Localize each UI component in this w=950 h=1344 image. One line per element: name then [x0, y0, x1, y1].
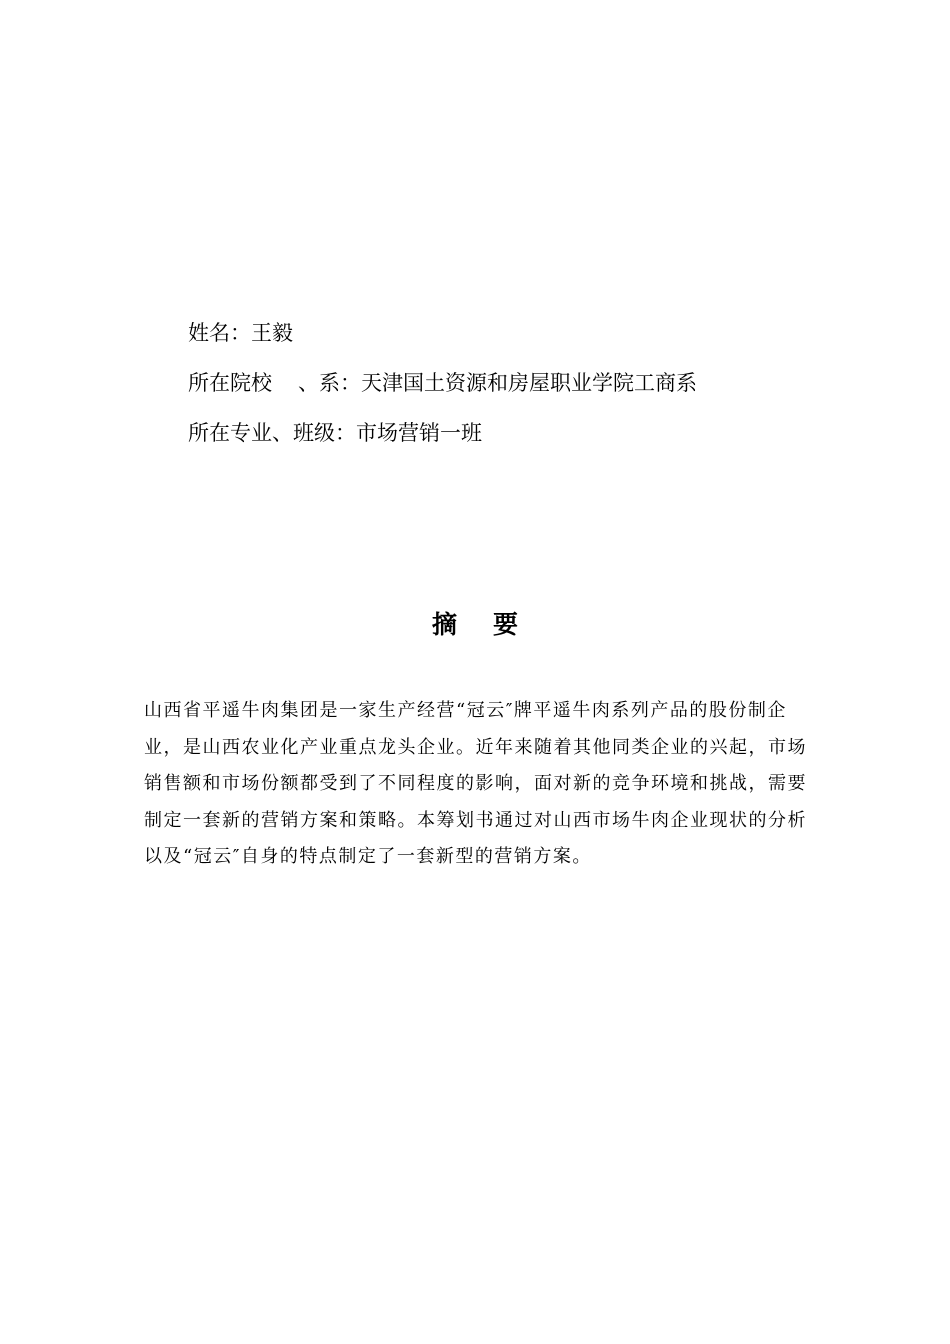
major-label: 所在专业、班级：	[188, 421, 356, 445]
school-line	[188, 358, 888, 408]
major-line	[188, 408, 888, 458]
abstract-line: 销售额和市场份额都受到了不同程度的影响，面对新的竞争环境和挑战，需要	[144, 773, 807, 794]
name-line	[188, 308, 888, 358]
name-value: 王毅	[251, 321, 293, 345]
abstract-title: 摘要	[431, 610, 554, 639]
student-info	[188, 308, 888, 458]
school-label-b: 、系：	[298, 371, 361, 395]
abstract-line: 业，是山西农业化产业重点龙头企业。近年来随着其他同类企业的兴起，市场	[144, 736, 807, 758]
major-value: 市场营销一班	[356, 421, 482, 445]
abstract-body	[144, 693, 806, 876]
name-label: 姓名：	[188, 321, 251, 345]
abstract-line: 以及“冠云″自身的特点制定了一套新型的营销方案。	[144, 846, 592, 867]
school-value: 天津国土资源和房屋职业学院工商系	[361, 371, 697, 395]
school-label-a: 所在院校	[188, 371, 272, 395]
abstract-line: 山西省平遥牛肉集团是一家生产经营“冠云″牌平遥牛肉系列产品的股份制企	[144, 700, 787, 721]
abstract-line: 制定一套新的营销方案和策略。本筹划书通过对山西市场牛肉企业现状的分析	[144, 809, 807, 831]
